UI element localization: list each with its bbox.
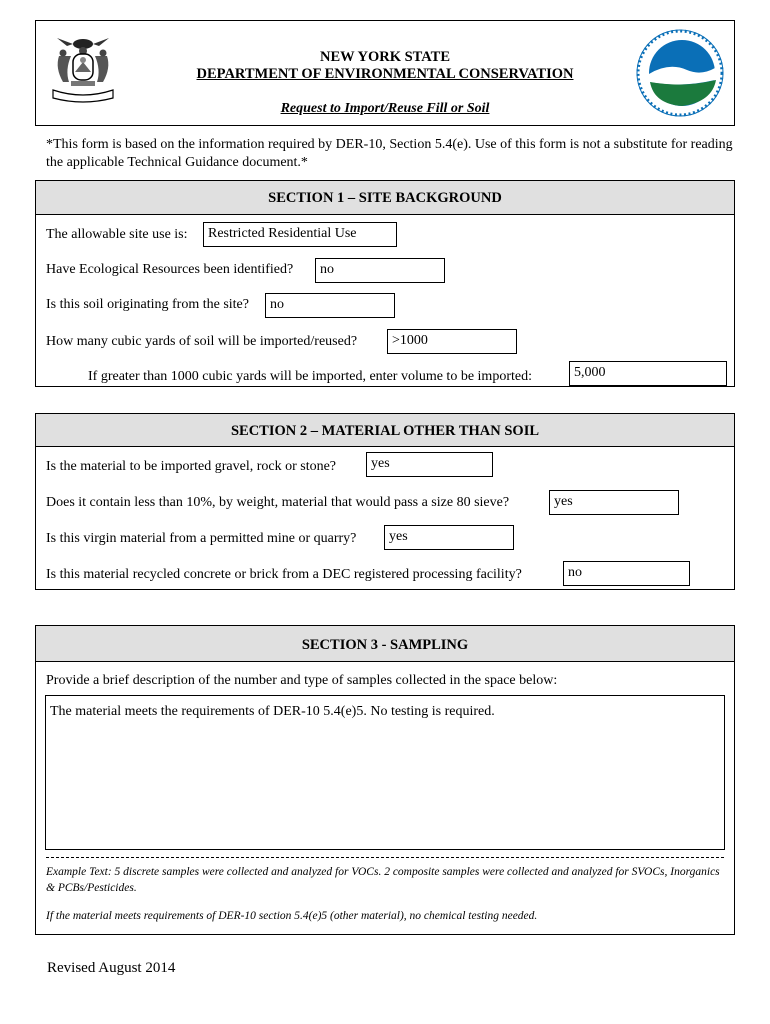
header-line1: NEW YORK STATE	[320, 49, 450, 65]
section2-title: SECTION 2 – MATERIAL OTHER THAN SOIL	[36, 414, 734, 447]
section1-box	[35, 180, 735, 387]
sampling-description-text: The material meets the requirements of DER-10 5.4(e)5. No testing is required.	[50, 704, 495, 719]
dashed-divider	[46, 857, 724, 858]
greater-volume-field[interactable]: 5,000	[569, 361, 727, 386]
eco-resources-field[interactable]: no	[315, 258, 445, 283]
sieve-field[interactable]: yes	[549, 490, 679, 515]
header-line2-text: DEPARTMENT OF ENVIRONMENTAL CONSERVATION	[196, 66, 574, 82]
sieve-label: Does it contain less than 10%, by weight, material that would pass a size 80 sieve?	[46, 495, 510, 510]
header-line2	[0, 66, 770, 82]
example-text: Example Text: 5 discrete samples were collected and analyzed for VOCs. 2 composite samples were collected and analyzed for SVOCs, Inorganics & PCBs/Pesticides.	[46, 866, 720, 894]
form-subtitle: Request to Import/Reuse Fill or Soil	[280, 101, 490, 116]
virgin-material-label: Is this virgin material from a permitted mine or quarry?	[46, 531, 357, 546]
gravel-field[interactable]: yes	[366, 452, 493, 477]
sampling-description-field[interactable]	[45, 695, 725, 850]
sampling-prompt: Provide a brief description of the number and type of samples collected in the space below:	[46, 673, 558, 688]
virgin-material-field[interactable]: yes	[384, 525, 514, 550]
section1-title: SECTION 1 – SITE BACKGROUND	[36, 181, 734, 215]
recycled-field[interactable]: no	[563, 561, 690, 586]
other-material-note: If the material meets requirements of DER-10 section 5.4(e)5 (other material), no chemical testing needed.	[46, 910, 538, 922]
gravel-label: Is the material to be imported gravel, rock or stone?	[46, 459, 337, 474]
recycled-label: Is this material recycled concrete or brick from a DEC registered processing facility?	[46, 567, 522, 582]
site-use-label: The allowable site use is:	[46, 227, 188, 242]
soil-origin-field[interactable]: no	[265, 293, 395, 318]
revised-date: Revised August 2014	[47, 960, 176, 976]
greater-volume-label: If greater than 1000 cubic yards will be imported, enter volume to be imported:	[88, 369, 532, 384]
section3-title: SECTION 3 - SAMPLING	[36, 626, 734, 662]
volume-label: How many cubic yards of soil will be imported/reused?	[46, 334, 358, 349]
soil-origin-label: Is this soil originating from the site?	[46, 297, 249, 312]
volume-field[interactable]: >1000	[387, 329, 517, 354]
form-note: *This form is based on the information required by DER-10, Section 5.4(e). Use of this form is not a substitute for reading the applicable Technical Guidance document.*	[46, 137, 733, 170]
eco-resources-label: Have Ecological Resources been identified?	[46, 262, 294, 277]
site-use-field[interactable]: Restricted Residential Use	[203, 222, 397, 247]
